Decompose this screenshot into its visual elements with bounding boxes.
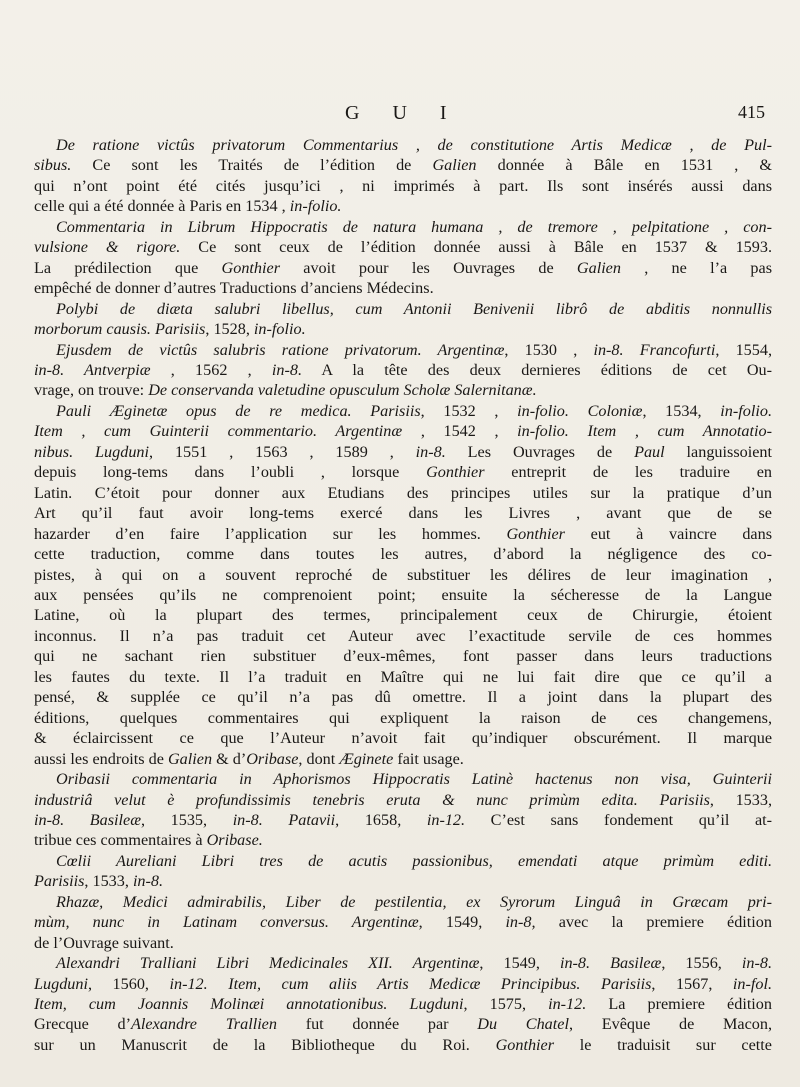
text-run: , 1533, (709, 790, 772, 809)
italic-text: Oribase (246, 749, 299, 768)
italic-text: Rhazæ, Medici admirabilis, Liber de pestilentia, ex Syrorum Linguâ in Græcam pri- (56, 892, 772, 911)
text-run: , 1551 , 1563 , 1589 , (149, 442, 416, 461)
text-run: depuis long-tems dans l’oubli , lorsque (34, 463, 427, 482)
text-line (34, 810, 772, 830)
text-line (34, 258, 772, 278)
text-run: A la tête des deux dernieres éditions de cet Ou- (302, 360, 772, 379)
text-run: entreprit de les traduire en (484, 463, 773, 482)
text-line (34, 237, 772, 257)
text-run: celle qui a été donnée à Paris en 1534 , (34, 197, 290, 216)
text-line (34, 319, 772, 339)
italic-text: Alexandri Tralliani Libri Medicinales XII. Argentinæ (56, 954, 480, 973)
italic-text: Gonthier (426, 463, 485, 482)
italic-text: in-8. Antverpiæ (34, 360, 151, 379)
italic-text: Oribasii commentaria in Aphorismos Hippocratis Latinè hactenus non visa, Guinterii (56, 770, 772, 789)
italic-text: mùm, nunc in Latinam conversus. Argentinæ (34, 913, 419, 932)
text-run: , 1532 , (420, 401, 518, 420)
text-line (34, 380, 772, 400)
text-run: les fautes du texte. Il l’a traduit en Maître qui ne lui fait dire que ce qu’il a (34, 667, 772, 686)
text-line (34, 1014, 772, 1034)
italic-text: in-8. Basileæ (34, 810, 141, 829)
text-line (34, 1035, 772, 1055)
italic-text: in-8. Basileæ (559, 954, 662, 973)
italic-text: Alexandre Trallien (131, 1015, 277, 1034)
italic-text: in-12. (548, 995, 587, 1014)
text-run: Ce sont ceux de l’édition donnée aussi à Bâle en 1537 & 1593. (180, 238, 772, 257)
italic-text: in-8. (741, 954, 773, 973)
text-line (34, 626, 772, 646)
text-run: , 1560, (87, 974, 170, 993)
text-line (34, 278, 772, 298)
text-line (34, 994, 772, 1014)
text-line (34, 708, 772, 728)
text-run: hazarder d’en faire l’application sur les hommes. (34, 524, 507, 543)
italic-text: De ratione victûs privatorum Commentarius , de constitutione Artis Medicæ , de Pul- (56, 136, 772, 154)
italic-text: in-8. Francofurti (593, 340, 716, 359)
text-line (34, 892, 772, 912)
text-run: , dont (298, 749, 340, 768)
italic-text: Cœlii Aureliani Libri tres de acutis passionibus, emendati atque primùm editi. (56, 851, 772, 870)
text-run: , Evêque de Macon, (568, 1015, 772, 1034)
text-run: empêché de donner d’autres Traductions d’anciens Médecins. (34, 279, 434, 298)
italic-text: nibus. Lugduni (34, 442, 149, 461)
text-run: , 1534, (642, 401, 721, 420)
text-run: , 1533, (84, 872, 133, 891)
italic-text: in-folio. Item , cum Annotatio- (517, 422, 773, 441)
italic-text: in-8. (132, 872, 164, 891)
italic-text: Polybi de diæta salubri libellus, cum Antonii Benivenii librô de abditis nonnullis (56, 299, 772, 318)
italic-text: Item , cum Guinterii commentario. Argentinæ (34, 422, 403, 441)
text-run: fait usage. (393, 749, 464, 768)
text-run: , 1535, (141, 810, 233, 829)
text-run: La prédilection que (34, 258, 222, 277)
text-run: tribue ces commentaires à (34, 831, 207, 850)
italic-text: in-folio. Coloniæ (517, 401, 643, 420)
italic-text: in-folio. (253, 320, 306, 339)
text-run: , 1542 , (402, 422, 518, 441)
text-run: de l’Ouvrage suivant. (34, 933, 174, 952)
text-run: Latine, où la plupart des termes, principalement ceux de Chirurgie, étoient (34, 606, 772, 625)
text-line (34, 544, 772, 564)
text-run: , 1575, (463, 995, 549, 1014)
italic-text: Oribase. (206, 831, 263, 850)
text-run: , 1562 , (150, 360, 272, 379)
text-run: , 1658, (335, 810, 427, 829)
text-line (34, 933, 772, 953)
text-line (34, 176, 772, 196)
text-line (34, 974, 772, 994)
text-run: , 1567, (651, 974, 733, 993)
text-run: avoit pour les Ouvrages de (280, 258, 577, 277)
text-run: donnée à Bâle en 1531 , & (476, 156, 772, 175)
text-run: , ne l’a pas (620, 258, 772, 277)
italic-text: morborum causis. Parisiis (34, 320, 206, 339)
italic-text: De conservanda valetudine opusculum Scholæ Salernitanæ. (148, 381, 537, 400)
text-run: aux pensées qu’ils ne comprenoient point; ensuite la sécheresse de la Langue (34, 585, 772, 604)
italic-text: Paul (634, 442, 665, 461)
text-run: aussi les endroits de (34, 749, 168, 768)
text-run: vrage, on trouve: (34, 381, 149, 400)
text-run: Latin. C’étoit pour donner aux Etudians des principes utiles sur la pratique d’un (34, 483, 772, 502)
text-run: qui n’ont point été cités jusqu’ici , ni imprimés à part. Ils sont insérés aussi dans (34, 176, 772, 195)
italic-text: Item, cum Joannis Molinæi annotationibus. Lugduni (34, 995, 464, 1014)
italic-text: Galien (167, 749, 213, 768)
italic-text: in-12. (426, 810, 466, 829)
text-run: , 1556, (661, 954, 742, 973)
page-header (0, 100, 800, 130)
italic-text: in-8. (415, 442, 446, 461)
text-run: , 1549, (418, 913, 506, 932)
text-line (34, 155, 772, 175)
text-line (34, 830, 772, 850)
italic-text: in-folio. (289, 197, 342, 216)
text-line (34, 565, 772, 585)
text-line (34, 605, 772, 625)
italic-text: sibus. (34, 156, 72, 175)
text-run: pensé, & supplée ce qu’il n’a pas dû omettre. Il a joint dans la plupart des (34, 688, 772, 707)
italic-text: Du Chatel (477, 1015, 569, 1034)
text-line (34, 401, 772, 421)
text-run: & éclaircissent ce que l’Auteur n’avoit fait qu’indiquer obscurément. Il marque (34, 729, 772, 748)
italic-text: industriâ velut è profundissimis tenebris eruta & nunc primùm edita. Parisiis (34, 790, 710, 809)
text-line (34, 749, 772, 769)
text-line (34, 503, 772, 523)
italic-text: in-8. Patavii (232, 810, 336, 829)
text-run: fut donnée par (276, 1015, 478, 1034)
italic-text: in-8, (505, 913, 536, 932)
italic-text: Commentaria in Librum Hippocratis de natura humana , de tremore , pelpitatione , con- (56, 217, 772, 236)
text-run: Ce sont les Traités de l’édition de (71, 156, 433, 175)
text-line (34, 728, 772, 748)
text-run: La premiere édition (586, 995, 772, 1014)
text-run: , 1528, (205, 320, 254, 339)
text-line (34, 524, 772, 544)
italic-text: vulsione & rigore. (34, 238, 181, 257)
text-line (34, 299, 772, 319)
italic-text: Gonthier (221, 258, 280, 277)
text-line (34, 790, 772, 810)
text-run: pistes, à qui on a souvent reproché de substituer les délires de leur imagination , (34, 565, 772, 584)
text-run: & d’ (212, 749, 247, 768)
italic-text: Galien (432, 156, 477, 175)
text-line (34, 217, 772, 237)
text-line (34, 340, 772, 360)
text-run: Grecque d’ (34, 1015, 132, 1034)
text-run: , 1530 , (504, 340, 594, 359)
italic-text: Æginete (339, 749, 394, 768)
text-run: inconnus. Il n’a pas traduit cet Auteur avec l’exactitude servile de ces hommes (34, 626, 772, 645)
text-line (34, 196, 772, 216)
text-run: , 1554, (715, 340, 772, 359)
text-run: éditions, quelques commentaires qui expliquent la raison de ces changemens, (34, 708, 772, 727)
text-run: sur un Manuscrit de la Bibliotheque du Roi. (34, 1035, 496, 1054)
text-line (34, 912, 772, 932)
text-line (34, 135, 772, 155)
italic-text: Gonthier (495, 1035, 555, 1054)
text-run: le traduisit sur cette (554, 1035, 772, 1054)
text-run: Art qu’il faut avoir long-tems exercé dans les Livres , avant que de se (34, 504, 772, 523)
italic-text: Parisiis (34, 872, 85, 891)
text-run: Les Ouvrages de (445, 442, 635, 461)
italic-text: in-8. (271, 360, 303, 379)
text-run: C’est sans fondement qu’il at- (465, 810, 773, 829)
text-run: qui ne sachant rien substituer d’eux-mêmes, font passer dans leurs traductions (34, 647, 772, 666)
text-line (34, 851, 772, 871)
text-run: eut à vaincre dans (564, 524, 772, 543)
text-line (34, 687, 772, 707)
italic-text: Lugduni (34, 974, 88, 993)
italic-text: Ejusdem de victûs salubris ratione privatorum. Argentinæ (56, 340, 505, 359)
italic-text: in-fol. (732, 974, 772, 993)
text-line (34, 483, 772, 503)
body-text (34, 135, 772, 1055)
text-line (34, 667, 772, 687)
text-run: cette traduction, comme dans toutes les autres, d’abord la négligence des co- (34, 545, 772, 564)
text-line (34, 769, 772, 789)
italic-text: in-folio. (720, 401, 772, 420)
text-line (34, 585, 772, 605)
running-title: G U I (345, 102, 461, 124)
text-line (34, 871, 772, 891)
text-line (34, 462, 772, 482)
text-line (34, 953, 772, 973)
text-run: , 1549, (479, 954, 560, 973)
italic-text: Pauli Æginetæ opus de re medica. Parisiis (56, 401, 421, 420)
text-line (34, 421, 772, 441)
text-run: avec la premiere édition (535, 913, 772, 932)
italic-text: Gonthier (506, 524, 565, 543)
text-line (34, 646, 772, 666)
text-line (34, 360, 772, 380)
text-line (34, 442, 772, 462)
text-run: languissoient (664, 442, 772, 461)
italic-text: Galien (576, 258, 621, 277)
page-number: 415 (738, 102, 765, 122)
italic-text: in-12. Item, cum aliis Artis Medicæ Principibus. Parisiis (169, 974, 652, 993)
